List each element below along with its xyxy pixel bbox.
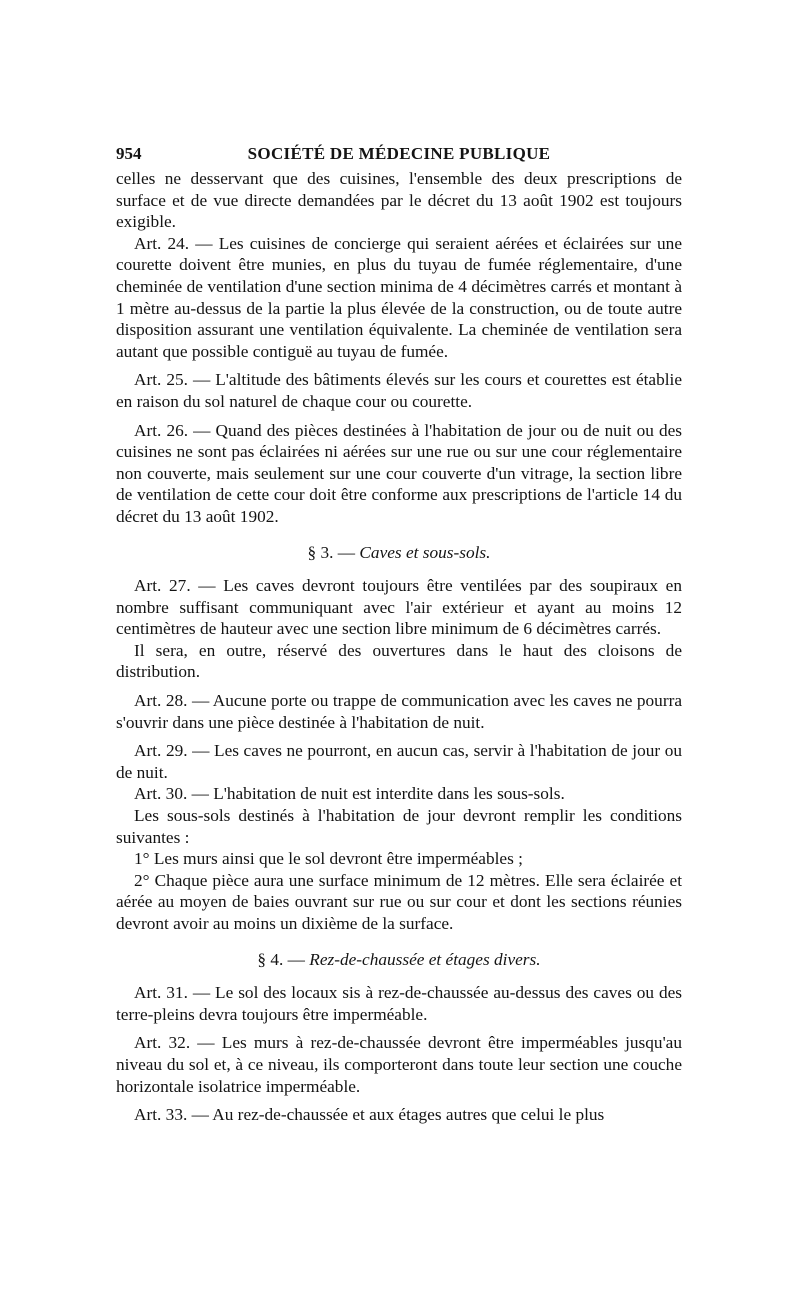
body-text	[116, 168, 682, 1126]
page-header	[116, 138, 682, 168]
article-30: Art. 30. — L'habitation de nuit est interdite dans les sous-sols.	[134, 784, 565, 804]
running-title: SOCIÉTÉ DE MÉDECINE PUBLIQUE	[247, 144, 551, 163]
condition-2: 2° Chaque pièce aura une surface minimum de 12 mètres. Elle sera éclairée et aérée au moyen de baies ouvrant sur rue ou sur cour et dont les sections réunies devront avoir au moins un dixième de la surface.	[116, 870, 682, 933]
document-page	[116, 138, 682, 1126]
article-26: Art. 26. — Quand des pièces destinées à l'habitation de jour ou de nuit ou des cuisines ne sont pas éclairées ni aérées sur une rue ou sur une cour réglementaire non couverte, mais seulement sur une cour couverte d'un vitrage, la section libre de ventilation de cette cour doit être conforme aux prescriptions de l'article 14 du décret du 13 août 1902.	[116, 420, 682, 526]
paragraph-continuation: celles ne desservant que des cuisines, l'ensemble des deux prescriptions de surface et de vue directe demandées par le décret du 13 août 1902 est toujours exigible.	[116, 169, 682, 232]
article-30-conditions: Les sous-sols destinés à l'habitation de jour devront remplir les conditions suivantes :	[116, 806, 682, 847]
condition-1: 1° Les murs ainsi que le sol devront être imperméables ;	[134, 849, 523, 869]
section-title: Caves et sous-sols.	[359, 542, 491, 562]
article-28: Art. 28. — Aucune porte ou trappe de communication avec les caves ne pourra s'ouvrir dans une pièce destinée à l'habitation de nuit.	[116, 691, 682, 732]
page-number: 954	[116, 144, 142, 163]
section-number: § 4. —	[257, 949, 305, 969]
section-title: Rez-de-chaussée et étages divers.	[309, 949, 541, 969]
article-33: Art. 33. — Au rez-de-chaussée et aux étages autres que celui le plus	[134, 1105, 605, 1125]
article-31: Art. 31. — Le sol des locaux sis à rez-de-chaussée au-dessus des caves ou des terre-pleins devra toujours être imperméable.	[116, 983, 682, 1024]
article-29: Art. 29. — Les caves ne pourront, en aucun cas, servir à l'habitation de jour ou de nuit.	[116, 741, 682, 782]
section-heading-4	[116, 949, 682, 971]
article-25: Art. 25. — L'altitude des bâtiments élevés sur les cours et courettes est établie en raison du sol naturel de chaque cour ou courette.	[116, 370, 682, 411]
article-24: Art. 24. — Les cuisines de concierge qui seraient aérées et éclairées sur une courette doivent être munies, en plus du tuyau de fumée réglementaire, d'une cheminée de ventilation d'une section minima de 4 décimètres carrés et montant à 1 mètre au-dessus de la partie la plus élevée de la construction, ou de toute autre disposition assurant une ventilation équivalente. La cheminée de ventilation sera autant que possible contiguë au tuyau de fumée.	[116, 233, 682, 361]
article-32: Art. 32. — Les murs à rez-de-chaussée devront être imperméables jusqu'au niveau du sol et, à ce niveau, ils comporteront dans toute leur section une couche horizontale isolatrice imperméable.	[116, 1033, 682, 1096]
article-27-continued: Il sera, en outre, réservé des ouvertures dans le haut des cloisons de distribution.	[116, 640, 682, 682]
section-heading-3	[116, 542, 682, 564]
article-27: Art. 27. — Les caves devront toujours être ventilées par des soupiraux en nombre suffisant communiquant avec l'air extérieur et ayant au moins 12 centimètres de hauteur avec une section libre minimum de 6 décimètres carrés.	[116, 576, 682, 639]
section-number: § 3. —	[307, 542, 356, 562]
